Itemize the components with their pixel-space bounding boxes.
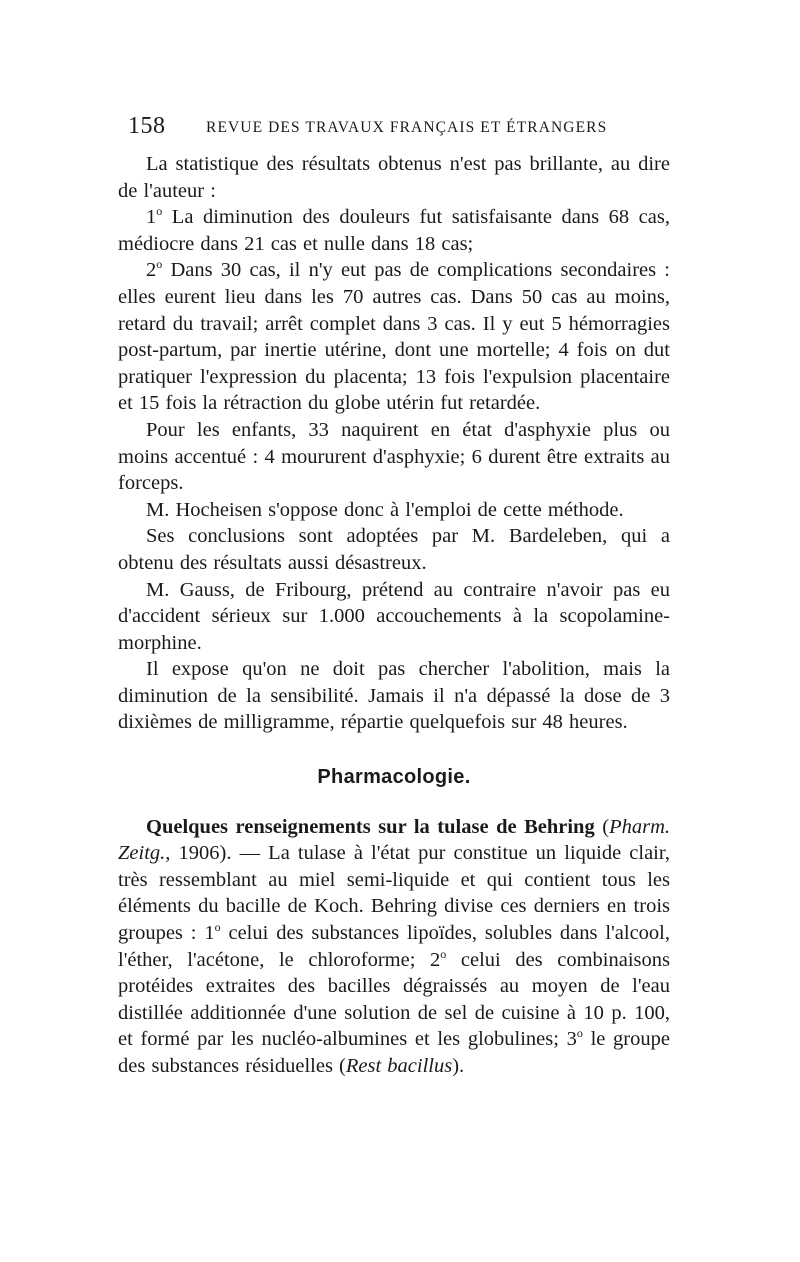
paragraph: [118, 497, 670, 524]
paragraph-text: La statistique des résultats obtenus n'est pas brillante, au dire de l'auteur :: [118, 153, 670, 202]
list-number: 1: [204, 922, 215, 945]
article-source: Pharm. Zeitg.: [118, 815, 671, 865]
body-text: [118, 151, 670, 1080]
ordinal-mark: o: [576, 1026, 583, 1041]
paragraph-text: M. Hocheisen s'oppose donc à l'emploi de cette méthode.: [146, 498, 624, 521]
article-text: — La tulase à l'état pur constitue un liquide clair, très ressemblant au miel semi-liquide et qui contient tous les éléments du bacille de Koch. Behring divise ces derniers en trois groupes :: [118, 842, 671, 945]
running-head: REVUE DES TRAVAUX FRANÇAIS ET ÉTRANGERS: [206, 119, 608, 136]
paragraph-text: La diminution des douleurs fut satisfaisante dans 68 cas, médiocre dans 21 cas et nulle dans 18 cas;: [118, 206, 670, 255]
paragraph: [118, 577, 670, 657]
article-text: celui des substances lipoïdes, solubles dans l'alcool, l'éther, l'acétone, le chloroforme;: [118, 922, 670, 971]
ordinal-mark: o: [440, 946, 447, 961]
paragraph: [118, 523, 670, 576]
paragraph: [118, 417, 670, 497]
paragraph: [118, 656, 670, 736]
paragraph: [118, 257, 670, 417]
ordinal-mark: o: [156, 204, 163, 219]
paragraph-text: Ses conclusions sont adoptées par M. Bardeleben, qui a obtenu des résultats aussi désastreux.: [118, 525, 670, 574]
article-source-year: , 1906).: [165, 842, 232, 865]
article-text: le groupe des substances résiduelles (: [118, 1028, 670, 1077]
rest-bacillus-term: Rest bacillus: [345, 1055, 453, 1077]
paragraph-text: Pour les enfants, 33 naquirent en état d'asphyxie plus ou moins accentué : 4 moururent d'asphyxie; 6 durent être extraits au forceps.: [118, 418, 670, 495]
list-number: 3: [566, 1028, 577, 1051]
ordinal-mark: o: [214, 920, 221, 935]
paragraph-text: Il expose qu'on ne doit pas chercher l'abolition, mais la diminution de la sensibilité. Jamais il n'a dépassé la dose de 3 dixièmes de milligramme, répartie quelquefois sur 48 heures.: [118, 658, 670, 734]
article-punctuation: ).: [452, 1055, 465, 1077]
paragraph: [118, 151, 670, 204]
page-number: 158: [128, 113, 166, 139]
article-punctuation: (: [594, 815, 610, 838]
paragraph-text: Dans 30 cas, il n'y eut pas de complications secondaires : elles eurent lieu dans les 70 autres cas. Dans 50 cas au moins, retard du travail; arrêt complet dans 3 cas. Il y eut 5 hémorragies post-partum, par inertie utérine, dont une mortelle; 4 fois on dut pratiquer l'expression du placenta; 13 fois l'expulsion placentaire et 15 fois la rétraction du globe utérin fut retardée.: [118, 259, 670, 415]
ordinal-mark: o: [156, 257, 163, 272]
article-title: Quelques renseignements sur la tulase de Behring: [146, 815, 595, 838]
article-paragraph: [118, 814, 670, 1080]
list-number: 2: [146, 259, 157, 282]
section-title: Pharmacologie.: [317, 766, 471, 789]
list-number: 2: [430, 948, 441, 971]
paragraph-text: M. Gauss, de Fribourg, prétend au contraire n'avoir pas eu d'accident sérieux sur 1.000 accouchements à la scopolamine-morphine.: [118, 578, 670, 654]
article-text: celui des combinaisons protéides extraites des bacilles dégraissés au moyen de l'eau distillée additionnée d'une solution de sel de cuisine à 10 p. 100, et formé par les nucléo-albumines et les globulines;: [118, 948, 670, 1051]
list-number: 1: [146, 206, 157, 229]
paragraph: [118, 204, 670, 257]
page-header: [128, 113, 680, 143]
